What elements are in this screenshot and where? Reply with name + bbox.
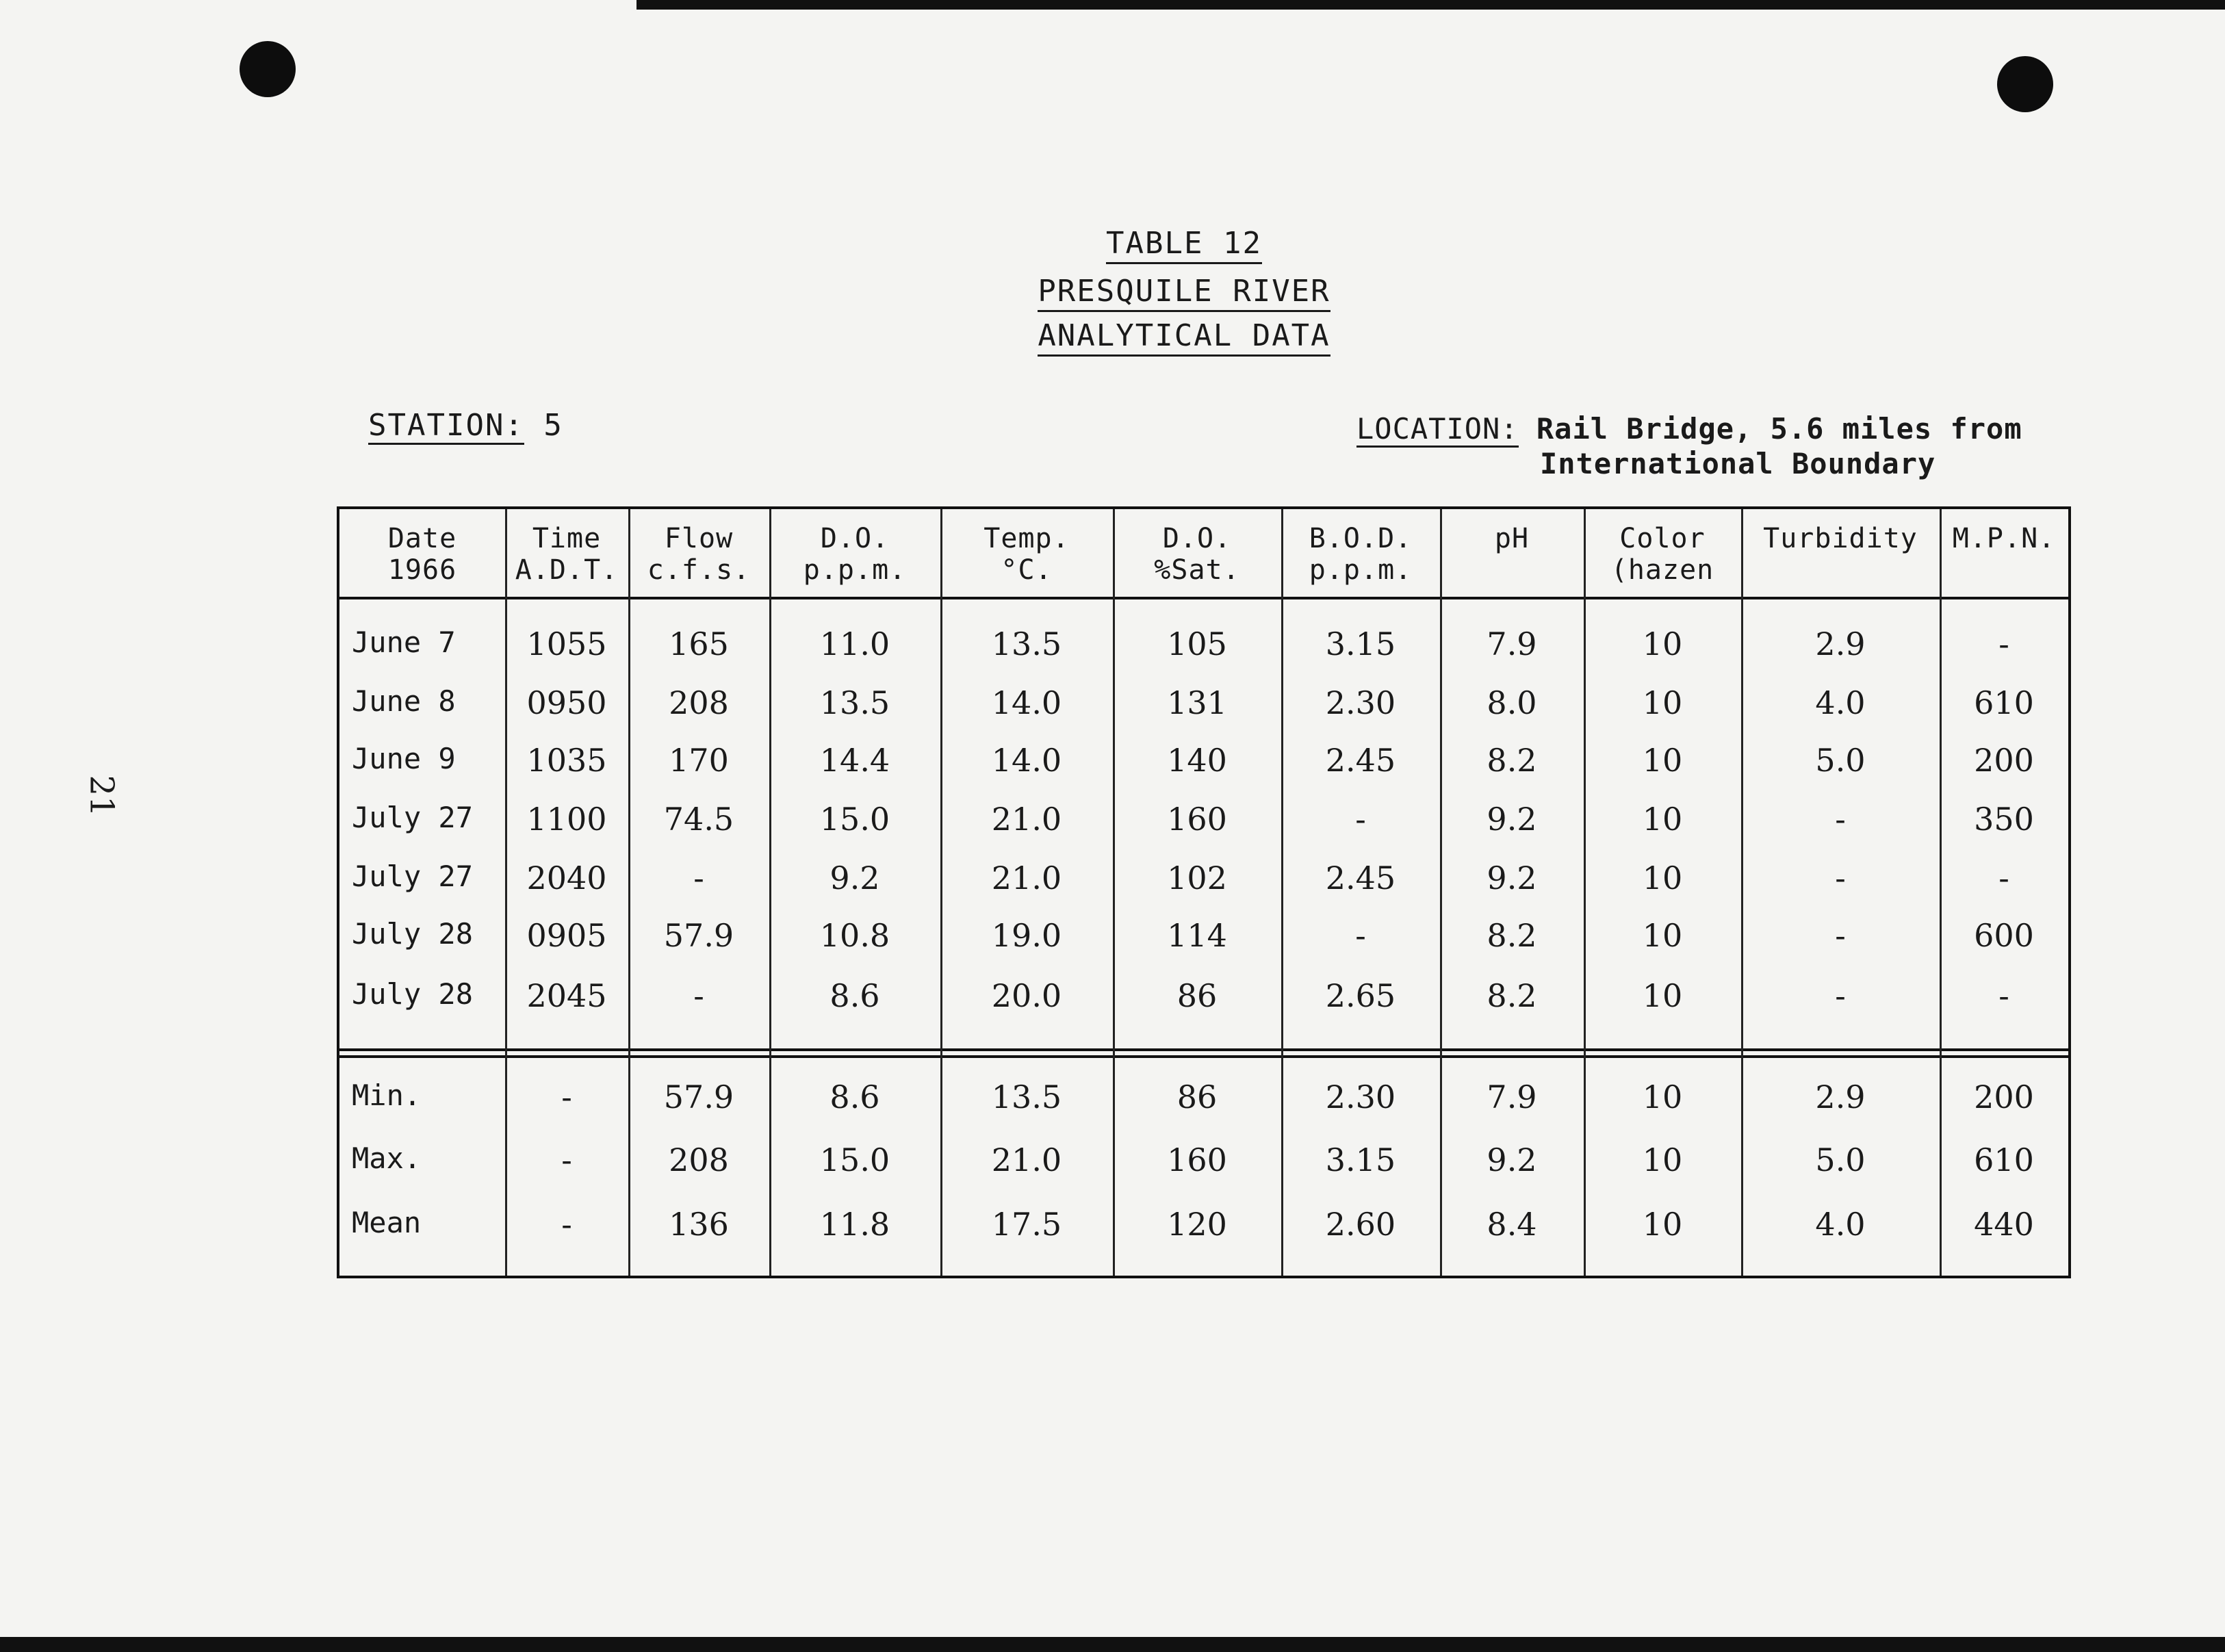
header-rule [339, 597, 2068, 599]
cell-color: 10 [1642, 1079, 1683, 1115]
cell-flow: 57.9 [663, 917, 734, 954]
cell-ph: 8.0 [1487, 684, 1537, 721]
header-temp-line-2: °C. [1001, 554, 1053, 586]
header-date-line-2: 1966 [387, 554, 457, 586]
cell-turbidity: 2.9 [1815, 1079, 1866, 1115]
cell-flow: - [693, 860, 704, 896]
cell-temp: 14.0 [991, 684, 1062, 721]
cell-ph: 8.4 [1487, 1206, 1537, 1243]
cell-flow: 208 [669, 1141, 729, 1178]
header-mpn-line-1: M.P.N. [1952, 523, 2056, 554]
cell-date: June 7 [352, 625, 456, 659]
cell-date: July 28 [352, 977, 474, 1011]
cell-do-ppm: 11.8 [819, 1206, 890, 1243]
cell-time: - [561, 1206, 572, 1243]
cell-flow: - [693, 977, 704, 1014]
cell-mpn: - [1998, 625, 2009, 662]
cell-do-sat: 160 [1167, 801, 1227, 838]
header-time-line-1: Time [532, 523, 602, 554]
header-date-line-1: Date [387, 523, 457, 554]
cell-do-sat: 120 [1167, 1206, 1227, 1243]
cell-turbidity: 4.0 [1815, 684, 1866, 721]
cell-do-ppm: 8.6 [829, 1079, 880, 1115]
table-subtitle [0, 318, 2225, 353]
cell-do-sat: 105 [1167, 625, 1227, 662]
cell-do-ppm: 15.0 [819, 801, 890, 838]
cell-bod: 3.15 [1325, 625, 1396, 662]
cell-mpn: 610 [1974, 1141, 2034, 1178]
cell-do-sat: 160 [1167, 1141, 1227, 1178]
header-turbidity-line-1: Turbidity [1763, 523, 1918, 554]
punch-hole-left [240, 41, 296, 97]
cell-do-sat: 86 [1176, 977, 1218, 1014]
cell-ph: 9.2 [1487, 801, 1537, 838]
cell-turbidity: 2.9 [1815, 625, 1866, 662]
cell-do-ppm: 14.4 [819, 742, 890, 779]
cell-bod: 2.45 [1325, 742, 1396, 779]
cell-do-sat: 102 [1167, 860, 1227, 896]
cell-date: July 27 [352, 801, 474, 834]
cell-temp: 20.0 [991, 977, 1062, 1014]
header-do-ppm-line-1: D.O. [820, 523, 890, 554]
station-info [368, 408, 563, 443]
header-do-ppm-line-2: p.p.m. [803, 554, 907, 586]
cell-color: 10 [1642, 977, 1683, 1014]
header-ph-line-2 [1440, 554, 1584, 586]
cell-ph: 7.9 [1487, 625, 1537, 662]
header-mpn-line-2 [1940, 554, 2068, 586]
header-ph [1440, 523, 1584, 586]
cell-temp: 21.0 [991, 860, 1062, 896]
summary-rule-1 [339, 1048, 2068, 1051]
cell-flow: 57.9 [663, 1079, 734, 1115]
cell-mpn: 200 [1974, 1079, 2034, 1115]
cell-color: 10 [1642, 801, 1683, 838]
cell-date: June 9 [352, 742, 456, 775]
cell-turbidity: - [1835, 977, 1846, 1014]
cell-ph: 9.2 [1487, 860, 1537, 896]
header-color [1584, 523, 1741, 586]
header-ph-line-1: pH [1494, 523, 1530, 554]
scan-top-edge [636, 0, 2225, 10]
cell-bod: - [1355, 917, 1366, 954]
cell-color: 10 [1642, 625, 1683, 662]
header-color-line-1: Color [1619, 523, 1706, 554]
page-number: 21 [82, 775, 121, 817]
cell-date: July 27 [352, 860, 474, 893]
cell-bod: 2.30 [1325, 1079, 1396, 1115]
cell-bod: 2.60 [1325, 1206, 1396, 1243]
header-do-sat [1113, 523, 1281, 586]
location-line-2: International Boundary [1540, 447, 1936, 480]
cell-bod: 2.30 [1325, 684, 1396, 721]
cell-bod: 2.45 [1325, 860, 1396, 896]
cell-date: Mean [352, 1206, 422, 1239]
cell-temp: 17.5 [991, 1206, 1062, 1243]
cell-mpn: - [1998, 977, 2009, 1014]
header-flow [628, 523, 769, 586]
header-turbidity-line-2 [1741, 554, 1940, 586]
cell-time: - [561, 1141, 572, 1178]
location-line-1: Rail Bridge, 5.6 miles from [1536, 412, 2022, 446]
cell-mpn: 610 [1974, 684, 2034, 721]
cell-turbidity: 5.0 [1815, 742, 1866, 779]
header-temp-line-1: Temp. [983, 523, 1070, 554]
header-flow-line-2: c.f.s. [647, 554, 751, 586]
cell-do-ppm: 11.0 [819, 625, 890, 662]
header-bod-line-1: B.O.D. [1309, 523, 1413, 554]
subtitle-text: ANALYTICAL DATA [1038, 318, 1330, 357]
cell-do-sat: 131 [1167, 684, 1227, 721]
station-value: 5 [543, 408, 563, 443]
header-flow-line-1: Flow [664, 523, 734, 554]
summary-rule-2 [339, 1055, 2068, 1058]
analytical-data-table [337, 506, 2071, 1278]
header-color-line-2: (hazen [1610, 554, 1714, 586]
cell-time: 1035 [526, 742, 607, 779]
cell-date: June 8 [352, 684, 456, 718]
cell-color: 10 [1642, 917, 1683, 954]
cell-mpn: 440 [1974, 1206, 2034, 1243]
cell-mpn: 350 [1974, 801, 2034, 838]
cell-turbidity: 5.0 [1815, 1141, 1866, 1178]
cell-temp: 13.5 [991, 1079, 1062, 1115]
cell-turbidity: - [1835, 801, 1846, 838]
river-name-text: PRESQUILE RIVER [1038, 274, 1330, 312]
cell-ph: 8.2 [1487, 917, 1537, 954]
cell-ph: 8.2 [1487, 742, 1537, 779]
cell-temp: 14.0 [991, 742, 1062, 779]
header-do-sat-line-2: %Sat. [1154, 554, 1240, 586]
cell-temp: 19.0 [991, 917, 1062, 954]
cell-mpn: - [1998, 860, 2009, 896]
cell-turbidity: 4.0 [1815, 1206, 1866, 1243]
cell-turbidity: - [1835, 860, 1846, 896]
cell-temp: 21.0 [991, 801, 1062, 838]
location-info [1356, 412, 2022, 480]
cell-color: 10 [1642, 1206, 1683, 1243]
cell-do-ppm: 15.0 [819, 1141, 890, 1178]
table-title [0, 226, 2225, 261]
header-do-sat-line-1: D.O. [1162, 523, 1232, 554]
cell-do-ppm: 10.8 [819, 917, 890, 954]
cell-color: 10 [1642, 1141, 1683, 1178]
punch-hole-right [1997, 56, 2053, 112]
cell-mpn: 200 [1974, 742, 2034, 779]
cell-date: Min. [352, 1079, 422, 1112]
cell-temp: 13.5 [991, 625, 1062, 662]
header-bod [1281, 523, 1440, 586]
cell-do-sat: 140 [1167, 742, 1227, 779]
header-temp [940, 523, 1113, 586]
cell-time: 0950 [526, 684, 607, 721]
header-bod-line-2: p.p.m. [1309, 554, 1413, 586]
cell-time: 0905 [526, 917, 607, 954]
station-label: STATION: [368, 408, 524, 445]
cell-time: 2040 [526, 860, 607, 896]
cell-color: 10 [1642, 742, 1683, 779]
cell-do-sat: 86 [1176, 1079, 1218, 1115]
cell-ph: 7.9 [1487, 1079, 1537, 1115]
cell-bod: - [1355, 801, 1366, 838]
cell-do-ppm: 8.6 [829, 977, 880, 1014]
cell-ph: 8.2 [1487, 977, 1537, 1014]
header-do-ppm [769, 523, 940, 586]
cell-time: - [561, 1079, 572, 1115]
cell-color: 10 [1642, 860, 1683, 896]
cell-flow: 208 [669, 684, 729, 721]
cell-flow: 74.5 [663, 801, 734, 838]
cell-flow: 170 [669, 742, 729, 779]
river-name [0, 274, 2225, 309]
header-time-line-2: A.D.T. [515, 554, 619, 586]
cell-date: July 28 [352, 917, 474, 951]
header-turbidity [1741, 523, 1940, 586]
scan-bottom-edge [0, 1637, 2225, 1652]
header-date [339, 523, 505, 586]
cell-do-sat: 114 [1167, 917, 1227, 954]
cell-ph: 9.2 [1487, 1141, 1537, 1178]
table-number: TABLE 12 [1106, 226, 1262, 264]
cell-time: 2045 [526, 977, 607, 1014]
cell-do-ppm: 13.5 [819, 684, 890, 721]
cell-time: 1100 [526, 801, 607, 838]
cell-flow: 136 [669, 1206, 729, 1243]
cell-turbidity: - [1835, 917, 1846, 954]
cell-bod: 2.65 [1325, 977, 1396, 1014]
cell-bod: 3.15 [1325, 1141, 1396, 1178]
cell-date: Max. [352, 1141, 422, 1175]
cell-color: 10 [1642, 684, 1683, 721]
cell-do-ppm: 9.2 [829, 860, 880, 896]
cell-flow: 165 [669, 625, 729, 662]
cell-mpn: 600 [1974, 917, 2034, 954]
location-label: LOCATION: [1356, 412, 1519, 448]
header-time [505, 523, 628, 586]
cell-temp: 21.0 [991, 1141, 1062, 1178]
header-mpn [1940, 523, 2068, 586]
cell-time: 1055 [526, 625, 607, 662]
